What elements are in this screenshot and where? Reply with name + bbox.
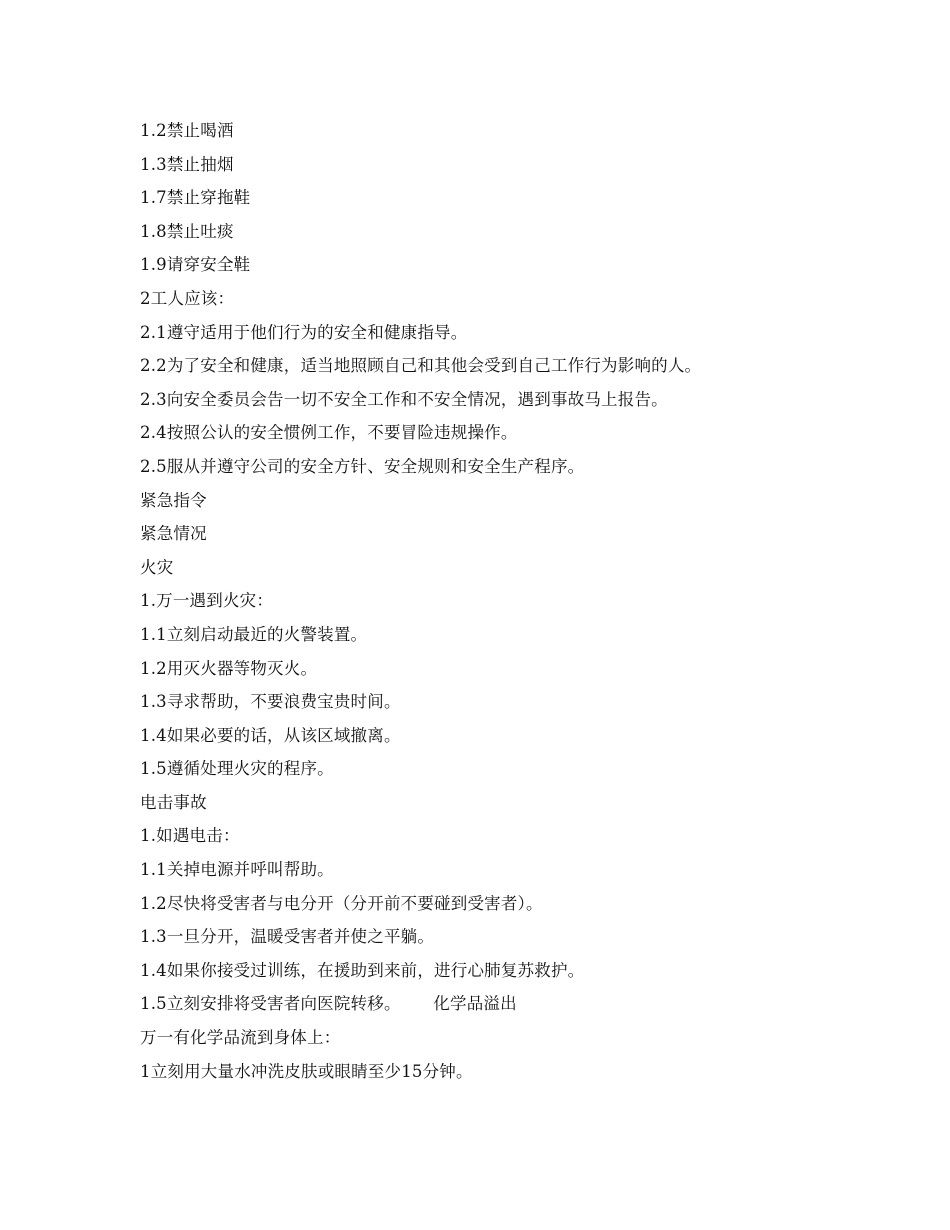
- text-line: 1.2尽快将受害者与电分开（分开前不要碰到受害者）。: [140, 893, 543, 913]
- text-line: 2.4按照公认的安全惯例工作，不要冒险违规操作。: [140, 423, 518, 443]
- section-heading: 电击事故: [140, 792, 207, 812]
- text-line: 1立刻用大量水冲洗皮肤或眼睛至少15分钟。: [140, 1061, 473, 1081]
- text-line: 1.4如果必要的话，从该区域撤离。: [140, 725, 401, 745]
- section-heading: 火灾: [140, 557, 174, 577]
- text-line: 2.5服从并遵守公司的安全方针、安全规则和安全生产程序。: [140, 456, 585, 476]
- text-line: 1.2禁止喝酒: [140, 121, 234, 140]
- document-body: [140, 114, 840, 1088]
- text-line: 1.9请穿安全鞋: [140, 255, 251, 275]
- text-line: 1.1立刻启动最近的火警装置。: [140, 624, 368, 644]
- text-line: 2.1遵守适用于他们行为的安全和健康指导。: [140, 322, 468, 342]
- text-line: 2.3向安全委员会告一切不安全工作和不安全情况，遇到事故马上报告。: [140, 389, 668, 409]
- text-line: 1.8禁止吐痰: [140, 221, 234, 241]
- text-line: 万一有化学品流到身体上：: [140, 1028, 341, 1048]
- text-line: 1.如遇电击：: [140, 826, 240, 846]
- text-line: 2.2为了安全和健康，适当地照顾自己和其他会受到自己工作行为影响的人。: [140, 356, 702, 376]
- text-line: 2工人应该：: [140, 288, 235, 308]
- text-line: 1.5遵循处理火灾的程序。: [140, 759, 334, 779]
- text-line: 1.万一遇到火灾：: [140, 591, 274, 611]
- text-line: 1.5立刻安排将受害者向医院转移。 化学品溢出: [140, 994, 517, 1014]
- text-line: 1.3一旦分开，温暖受害者并使之平躺。: [140, 927, 435, 947]
- text-line: 1.7禁止穿拖鞋: [140, 188, 251, 208]
- text-line: 1.2用灭火器等物灭火。: [140, 658, 318, 678]
- section-heading: 紧急指令: [140, 490, 207, 510]
- text-line: 1.3禁止抽烟: [140, 154, 234, 174]
- text-line: 1.3寻求帮助，不要浪费宝贵时间。: [140, 692, 401, 712]
- text-line: 1.4如果你接受过训练，在援助到来前，进行心肺复苏救护。: [140, 960, 585, 980]
- section-heading: 紧急情况: [140, 524, 207, 544]
- text-line: 1.1关掉电源并呼叫帮助。: [140, 860, 334, 880]
